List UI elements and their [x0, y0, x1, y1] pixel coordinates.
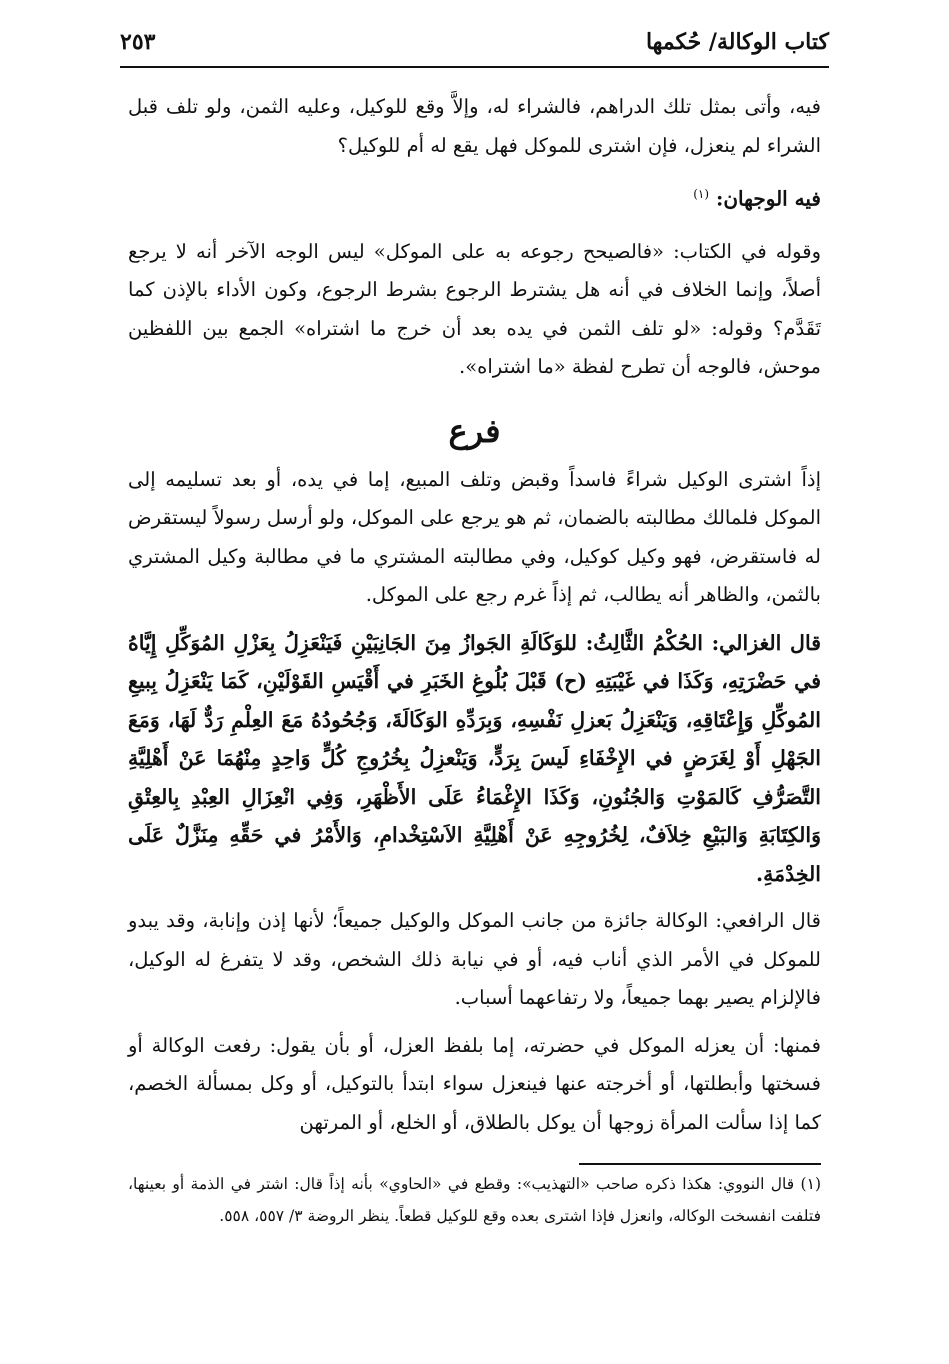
footnote-1: (١) قال النووي: هكذا ذكره صاحب «التهذيب»: وقطع في «الحاوي» بأنه إذاً قال: اشتر في الذمة أو بعينها، فتلفت انفسخت الوكاله، وانعزل فإذا اشترى بعده وقع للوكيل قطعاً. ينظر الروضة ٣/ ٥٥٧، ٥٥٨. [128, 1175, 821, 1225]
page-number: ٢٥٣ [120, 29, 156, 55]
header-rule [120, 66, 829, 68]
running-header [120, 24, 829, 60]
paragraph-branch: إذاً اشترى الوكيل شراءً فاسداً وقبض وتلف المبيع، إما في يده، أو بعد تسليمه إلى الموكل فلمالك مطالبته بالضمان، ثم هو يرجع على الموكل، ولو أرسل رسولاً ليستقرض له فاستقرض، فهو وكيل كوكيل، وفي مطالبته المشتري ما في مطالبة وكيل المشتري بالثمن، والظاهر أنه يطالب، ثم إذاً غرم رجع على الموكل. [128, 467, 821, 607]
body-text [128, 88, 821, 1151]
footnote-rule [579, 1163, 821, 1165]
section-title: فرع [448, 411, 501, 450]
footnote-reference: (١) [693, 187, 710, 201]
paragraph-commentary: وقوله في الكتاب: «فالصيحح رجوعه به على الموكل» ليس الوجه الآخر أنه لا يرجع أصلاً، وإنما الخلاف في أنه هل يشترط الرجوع بشرط الرجوع، وكون الأداء بالإذن كما تَقَدَّم؟ وقوله: «لو تلف الثمن في يده بعد أن خرج ما اشتراه» الجمع بين اللفظين موحش، فالوجه أن تطرح لفظة «ما اشتراه». [128, 239, 821, 379]
paragraph-cases: فمنها: أن يعزله الموكل في حضرته، إما بلفظ العزل، أو بأن يقول: رفعت الوكالة أو فسختها وأبطلتها، أو أخرجته عنها فينعزل سواء ابتدأ بالتوكيل، أو وكل بمسألة الخصم، كما إذا سألت المرأة زوجها أن يوكل بالطلاق، أو الخلع، أو المرتهن [128, 1033, 821, 1134]
inline-heading-text: فيه الوجهان: [715, 186, 821, 211]
paragraph-matn-ghazali: قال الغزالي: الحُكْمُ الثَّالِثُ: للوَكَالَةِ الجَوازُ مِنَ الجَانِبَيْنِ فَيَنْعَزِلُ بِعَزْلِ المُوَكِّلِ إِيَّاهُ في حَضْرَتِهِ، وَكَذَا في غَيْبَتِهِ (ح) قَبْلَ بُلُوغِ الخَبَرِ في أَقْيَسِ القَوْلَيْنِ، كَمَا يَنْعَزِلُ بِبيعِ المُوكِّلِ وَإِعْتَاقِهِ، وَيَنْعَزِلُ بَعزلِ نَفْسِهِ، وَبِرَدِّهِ الوَكَالَةَ، وَجُحُودُهُ مَعَ العِلْمِ رَدٌّ لَهَا، وَمَعَ الجَهْلِ أَوْ لِغَرَضٍ في الإِخْفَاءِ لَيسَ بِرَدٍّ، وَيَنْعزِلُ بِخُرُوجِ كُلٍّ وَاحِدٍ مِنْهُمَا عَنْ أَهْلِيَّةِ التَّصَرُّفِ كَالمَوْتِ وَالجُنُونِ، وَكَذَا الإِغْمَاءُ عَلَى الأَظْهَرِ، وَفِي انْعِزَالِ العِبْدِ بِالعِتْقِ وَالكِتَابَةِ وَالبَيْعِ خِلاَفٌ، لِخُرُوجِهِ عَنْ أَهْلِيَّةِ الاَسْتِخْدامِ، وَالأَمْرُ في حَقِّهِ مِنَزَّلٌ عَلَى الخِدْمَةِ. [128, 630, 821, 886]
running-title: كتاب الوكالة/ حُكمها [645, 29, 829, 55]
paragraph-continuation: فيه، وأتى بمثل تلك الدراهم، فالشراء له، وإلاَّ وقع للوكيل، وعليه الثمن، ولو تلف قبل الشراء لم ينعزل، فإن اشترى للموكل فهل يقع له أم للوكيل؟ [128, 95, 821, 157]
paragraph-rafii: قال الرافعي: الوكالة جائزة من جانب الموكل والوكيل جميعاً؛ لأنها إذن وإنابة، وقد يبدو للموكل في الأمر الذي أناب فيه، أو في نيابة ذلك الشخص، وقد لا يتفرغ له الوكيل، فالإلزام يصير بهما جميعاً، ولا رتفاعهما أسباب. [128, 909, 821, 1010]
footnotes [128, 1168, 821, 1232]
inline-heading [128, 174, 821, 219]
